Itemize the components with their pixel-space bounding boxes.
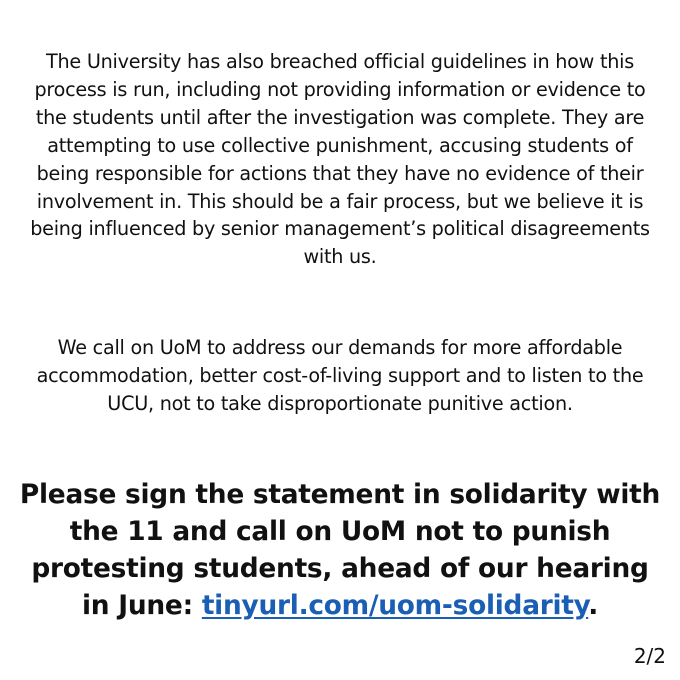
call-to-action: [14, 476, 666, 624]
solidarity-link[interactable]: tinyurl.com/uom-solidarity: [201, 590, 589, 621]
page-indicator: 2/2: [633, 644, 666, 668]
call-to-action-period: .: [588, 590, 598, 621]
paragraph-demands: We call on UoM to address our demands for more affordable accommodation, better cost-of-living support and to listen to the UCU, not to take disproportionate punitive action.: [36, 336, 644, 415]
call-to-action-text: Please sign the statement in solidarity with the 11 and call on UoM not to punish protesting students, ahead of our hearing in June:: [19, 479, 661, 621]
paragraph-guidelines-breach: The University has also breached official guidelines in how this process is run, including not providing information or evidence to the students until after the investigation was complete. They are attempting to use collective punishment, accusing students of being responsible for actions that they have no evidence of their involvement in. This should be a fair process, but we believe it is being influenced by senior management’s political disagreements with us.: [30, 50, 650, 269]
